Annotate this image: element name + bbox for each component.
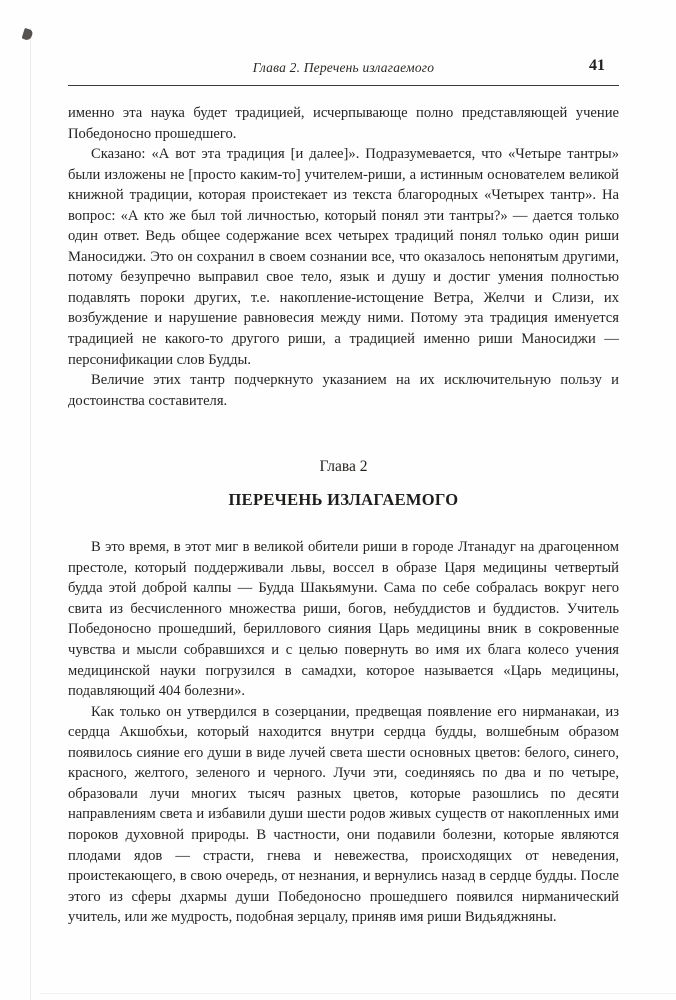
running-header: [68, 57, 619, 80]
paragraph: В это время, в этот миг в великой обители риши в городе Лтанадуг на драгоценном престоле, который поддерживали львы, воссел в образе Царя медицины четвертый будда этой доброй калпы — Будда Шакьямуни. Сама по себе собралась вокруг него свита из бесчисленного множества риши, богов, небуддистов и буддистов. Учитель Победоносно прошедший, бериллового сияния Царь медицины вник в сокровенные чувства и мысли собравшихся и с целью повернуть во имя их блага колесо учения медицинской науки погрузился в самадхи, которое называется «Царь медицины, подавляющий 404 болезни».: [68, 539, 619, 700]
scan-artifact-corner: [22, 28, 34, 41]
chapter-heading: [68, 457, 619, 510]
paragraph-continuation: именно эта наука будет традицией, исчерпывающе полно представляющей учение Победоносно прошедшего.: [68, 105, 619, 142]
page-number: 41: [589, 57, 605, 74]
page-body: [68, 103, 619, 928]
page-edge-artifact-left: [30, 28, 31, 1000]
page-edge-artifact-bottom: [40, 993, 676, 994]
page-content-area: [68, 57, 619, 928]
paragraph: Сказано: «А вот эта традиция [и далее]». Подразумевается, что «Четыре тантры» были изложены не [просто каким-то] учителем-риши, а истинным основателем великой книжной традиции, которая проистекает из текста благородных «Четырех тантр». На вопрос: «А кто же был той личностью, который понял эти тантры?» — дается только один ответ. Ведь общее содержание всех четырех традиций понял только один риши Маносиджи. Это он сохранил в своем сознании все, что оказалось непонятым другими, потому безупречно выправил свое тело, язык и душу и достиг умения полностью подавлять пороки других, т.е. накопление-истощение Ветра, Желчи и Слизи, их возбуждение и нарушение равновесия между ними. Потому эта традиция именуется традицией не какого-то другого риши, а традицией именно риши Маносиджи — персонификации слов Будды.: [68, 146, 619, 368]
chapter-label: Глава 2: [319, 458, 368, 476]
chapter-title: ПЕРЕЧЕНЬ ИЗЛАГАЕМОГО: [228, 489, 459, 509]
running-title: Глава 2. Перечень излагаемого: [252, 60, 435, 75]
paragraph: Величие этих тантр подчеркнуто указанием на их исключительную пользу и достоинства составителя.: [68, 372, 619, 409]
paragraph: Как только он утвердился в созерцании, предвещая появление его нирманакаи, из сердца Акшобхьи, который находится внутри сердца будды, волшебным образом появилось сияние его души в виде лучей света шести основных цветов: белого, синего, красного, желтого, зеленого и черного. Лучи эти, соединяясь по два и по четыре, образовали лучи многих тысяч разных цветов, которые разошлись по десяти направлениям света и избавили души шести родов живых существ от накопленных ими пороков духовной природы. В частности, они подавили болезни, которые являются плодами ядов — страсти, гнева и невежества, происходящих от неведения, проистекающего, в свою очередь, от незнания, и вернулись назад в сердце будды. После этого из сферы дхармы души Победоносно прошедшего появился нирманический учитель, или же мудрость, подобная зерцалу, приняв имя риши Видьяджняны.: [68, 703, 619, 926]
header-rule: [68, 85, 619, 86]
